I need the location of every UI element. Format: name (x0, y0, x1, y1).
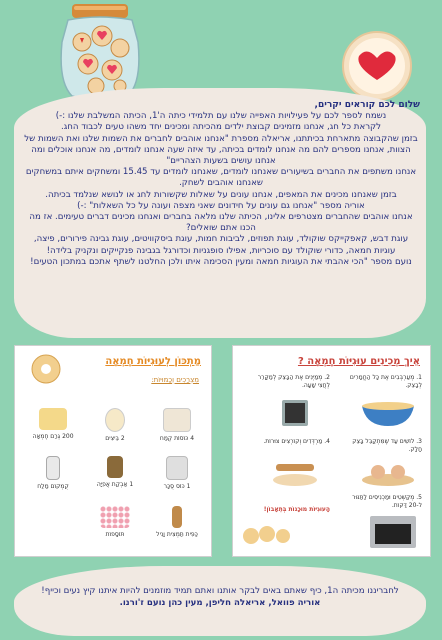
letter-paragraph: נשמח לספר לכם על פעילויות האפייה שלנו עם תלמידי כיתה ה'1, הכיתה המשלבת שלנו :-) (55, 111, 387, 122)
ingredient-item (149, 506, 205, 538)
sugar-icon (166, 456, 188, 480)
ingredient-item (87, 456, 143, 488)
cookie-jar-illustration (58, 2, 142, 102)
ingredient-item (149, 408, 205, 442)
ingredient-item (25, 408, 81, 440)
ingredients-card-title: מַתְכּוֹן לְעוּגִיּוֹת חֶמְאָה (105, 356, 201, 367)
ingredient-item (87, 408, 143, 442)
mixing-bowl-icon (358, 398, 418, 428)
eggs-icon (105, 408, 125, 432)
recipe-step: 4. מַרְדְּדִים וְקוֹרְצִים צוּרוֹת. (263, 438, 330, 445)
fridge-icon (280, 398, 310, 428)
ingredients-card (14, 345, 212, 557)
ingredient-item (149, 456, 205, 490)
letter-greeting: שלום לכם קוראים יקרים, (314, 100, 420, 110)
letter-body (22, 100, 420, 268)
oven-icon (368, 514, 418, 550)
ingredient-label: כַּפִּית תַּמְצִית וָנִיל (156, 531, 198, 538)
ingredient-item (25, 456, 81, 490)
footer-text (20, 585, 420, 609)
butter-icon (39, 408, 67, 430)
letter-paragraph: אנחנו משתפים את החברים בשיעורים שאנחנו לומדים, שאנחנו לומדים עד 15.45 ומשחקים איתם במשחקים שאנחנו אוהבים לשחק. (25, 167, 417, 189)
letter-paragraph: אוריה מספר "אנחנו גם עונים על חידונים שאני מצפה ועונה על כל השאלות" :-) (77, 200, 365, 211)
recipe-step: 2. מְמַיְּנִים אֶת הַבָּצֵק לְמַקָּרֵר לְחֲצִי שָׁעָה. (257, 374, 330, 389)
letter-paragraph: נועם מספר "הכי אהבתי את העוגיות חמאה ומעין הסכימה איתו ולכן החלטנו לשתף אתכם במתכון הטעים! (30, 256, 412, 267)
rolling-pin-icon (270, 458, 320, 488)
ingredient-label: 200 גְּרַם חֶמְאָה (32, 433, 74, 440)
letter-paragraph: בזמן שהקבוצה מתארחת בכיתתנו, אריאלה מספרת "אנחנו אוהבים לחברים את השמות שלנו ואת השמות של הצוות, אנחנו מספרים להם מה אנחנו לומדים בכיתה, עד איזה שעה אנחנו לומדים, מה אנחנו אוכלים ומה אנחנו עושים בשעות הצהריים" (24, 133, 418, 167)
footer-line: לחבריננו מכיתה ה1, כיף שאתם באים לבקר אותנו ואתם תמיד מוזמנים להיות איתנו קיץ נעים וכייף! (41, 586, 399, 596)
ingredient-label: תּוֹסָפוֹת (105, 531, 125, 538)
instructions-card (232, 345, 431, 557)
baking-powder-icon (107, 456, 123, 478)
letter-paragraph: בזמן שאנחנו מכינים את המאפים, אנחנו עונים על שאלות שקשורות לחג או לנושא שנלמד בכיתה. (45, 189, 397, 200)
ingredients-subtitle: מִצְרָכִים וְכַמּוּיוֹת: (151, 376, 199, 384)
recipe-step: 5. מְקַשְּׁטִים וּמַכְנִיסִים לַתַּנּוּר ל-20 דַּקּוֹת. (352, 494, 422, 509)
ingredient-label: 4 כּוֹסוֹת קֶמַח (159, 435, 195, 442)
letter-paragraph: לקראת כל חג, אנחנו מזמינים קבוצת ילדים מהכיתה ומכינים יחד משהו טעים לכבוד החג. (60, 122, 382, 133)
cookies-icon (241, 522, 291, 548)
ingredient-label: 1 אַבְקַת אֲפִיָּה (96, 481, 134, 488)
ingredient-label: 2 בֵּיצִים (105, 435, 125, 442)
sprinkles-icon (100, 506, 130, 528)
letter-paragraph: עוגת דבש, קאפקייקס שוקולד, עוגת תפוזים, לביבות חמות, עוגת ביסקוויטים, עוגת גבינה פירורים, פיצה, עוגיות חמאה, כדורי שוקולד עם סוכריות, אפילו סופגניות וכדורגל בגבינה פנקייקים ונקניק בלידה! (33, 234, 409, 256)
flour-icon (163, 408, 191, 432)
cookie-icon (29, 352, 63, 386)
letter-paragraph: אנחנו אוהבים שהחברים מצטרפים אלינו, הכיתה שלנו מלאה בחברים ואנחנו מכינים דברים טעימים. אז מה הכנו אתם שואלים? (29, 212, 413, 234)
salt-icon (46, 456, 60, 480)
ingredient-label: 1 כּוֹס סֻכָּר (163, 483, 191, 490)
vanilla-icon (172, 506, 182, 528)
recipe-step: 1. מְעַרְבְּבִים אֶת כָּל הַחֳמָרִים לְבָצֵק. (349, 374, 422, 389)
instructions-card-title: אֵיךְ מְכִינִים עוּגִיּוֹת חֶמְאָה ? (297, 356, 420, 367)
ingredient-item (87, 506, 143, 538)
recipe-step: 3. לוֹשִׁים עַד שֶׁמִּתְקַבֵּל בָּצֵק חָלָק. (352, 438, 422, 453)
kneading-hands-icon (358, 458, 418, 488)
footer-signature: אוריה פוואל, אריאלה חליפן, מעין כהן נועם ז'ורנו. (119, 598, 321, 608)
recipe-closing: הָעוּגִיּוֹת מוּכָנוֹת בְּתֵאָבוֹן! (263, 506, 330, 513)
ingredient-label: קֻמְקוֹם מַלַח (37, 483, 69, 490)
